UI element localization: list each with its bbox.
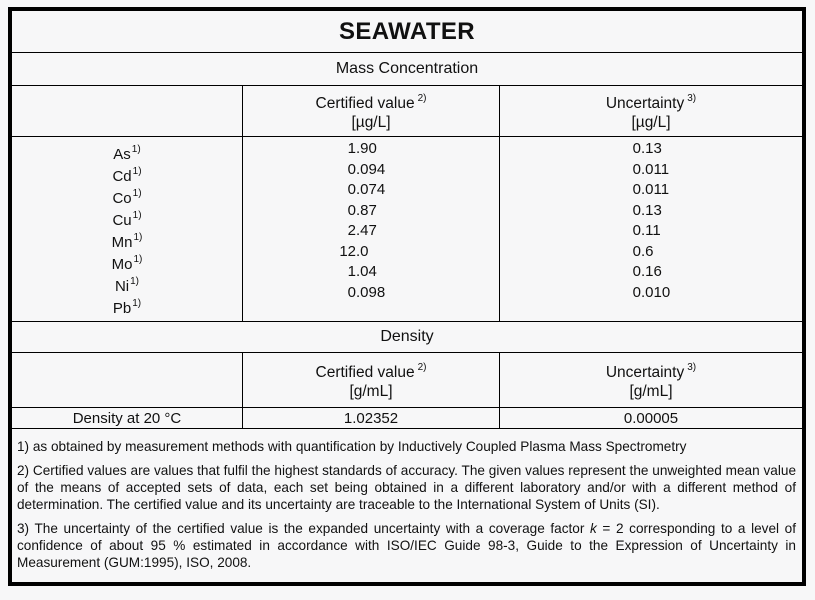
certified-value: 0 .098 [347,283,386,301]
footnote-ref-1: 1) [130,276,140,287]
certified-value: 1 .04 [347,263,377,280]
empty-header-cell [12,86,242,136]
element-label: Co$^{1)}$ [112,188,142,207]
element-label: Ni$^{1)}$ [114,276,140,295]
element-label: Cd$^{1)}$ [112,166,142,185]
certified-value-header-label: Certified value $^{2)}$ [315,92,427,113]
element-column [12,137,242,321]
certified-value: 0 .87 [347,201,377,219]
uncertainty-value: 0 .010 [632,283,671,301]
density-certified-header-label: Certified value $^{2)}$ [315,361,427,382]
footnote-ref-1: 1) [132,298,142,309]
footnotes-section [12,429,802,582]
footnote-ref-3: 3) [687,361,697,373]
element-label: Mo$^{1)}$ [111,254,143,273]
density-data-row [12,408,802,429]
density-certified-header-unit: [g/mL] [349,383,393,401]
uncertainty-header [499,86,802,136]
footnote-ref-1: 1) [131,144,141,155]
density-uncertainty-header [499,353,802,407]
certified-value: 12 .0 [339,242,369,260]
density-certified-value: 1.02352 [242,408,499,428]
mass-concentration-heading: Mass Concentration [12,53,802,86]
uncertainty-column [499,137,802,321]
page-title: SEAWATER [12,11,802,53]
certificate-table [8,7,806,586]
certified-value: 0 .074 [347,181,386,198]
element-label: Mn$^{1)}$ [111,232,143,251]
uncertainty-value: 0 .011 [632,160,670,178]
uncertainty-header-unit: [µg/L] [631,114,671,132]
coverage-factor-k: k [590,521,597,536]
certified-value-column [242,137,499,321]
density-uncertainty-header-label: Uncertainty $^{3)}$ [605,361,697,382]
footnote-ref-2: 2) [417,361,427,373]
mass-table-body [12,137,802,322]
footnote-ref-1: 1) [132,210,142,221]
density-row-label: Density at 20 °C [72,409,182,427]
uncertainty-value: 0 .13 [632,201,662,219]
density-uncertainty-header-unit: [g/mL] [629,383,673,401]
certified-value: 0 .094 [347,160,386,178]
footnote-3: 3) The uncertainty of the certified value is the expanded uncertainty with a coverage factor k = 2 corresponding to a level of confidence of about 95 % estimated in accordance with ISO/IEC Guide 98-3, Guide to the Expression of Uncertainty in Measurement (GUM:1995), ISO, 2008. [17,521,797,570]
footnote-ref-2: 2) [417,92,427,104]
uncertainty-value: 0 .6 [632,242,654,260]
uncertainty-value: 0 .16 [632,263,662,280]
density-header-row [12,353,802,408]
certified-value: 2 .47 [347,222,377,239]
certified-value-header [242,86,499,136]
density-uncertainty-value: 0.00005 [499,408,802,428]
density-heading: Density [12,322,802,353]
certified-value: 1 .90 [347,140,377,157]
element-label: Cu$^{1)}$ [112,210,142,229]
mass-table-header-row [12,86,802,137]
footnote-2: 2) Certified values are values that fulfil the highest standards of accuracy. The given values represent the unweighted mean value of the means of accepted sets of data, each set being obtained in a different laboratory and/or with a different method of determination. The certified value and its uncertainty are traceable to the International System of Units (SI). [17,463,796,512]
footnote-ref-1: 1) [133,254,143,265]
uncertainty-value: 0 .011 [632,181,670,198]
footnote-ref-1: 1) [132,166,142,177]
uncertainty-value: 0 .13 [632,140,662,157]
footnote-ref-1: 1) [132,188,142,199]
footnote-ref-3: 3) [687,92,697,104]
density-certified-header [242,353,499,407]
uncertainty-header-label: Uncertainty $^{3)}$ [605,92,697,113]
empty-header-cell [12,353,242,407]
element-label: Pb$^{1)}$ [112,298,142,317]
footnote-ref-1: 1) [133,232,143,243]
footnote-1: 1) as obtained by measurement methods with quantification by Inductively Coupled Plasma Mass Spectrometry [17,439,687,454]
uncertainty-value: 0 .11 [632,222,661,239]
certified-value-header-unit: [µg/L] [351,114,391,132]
element-label: As$^{1)}$ [113,144,141,163]
